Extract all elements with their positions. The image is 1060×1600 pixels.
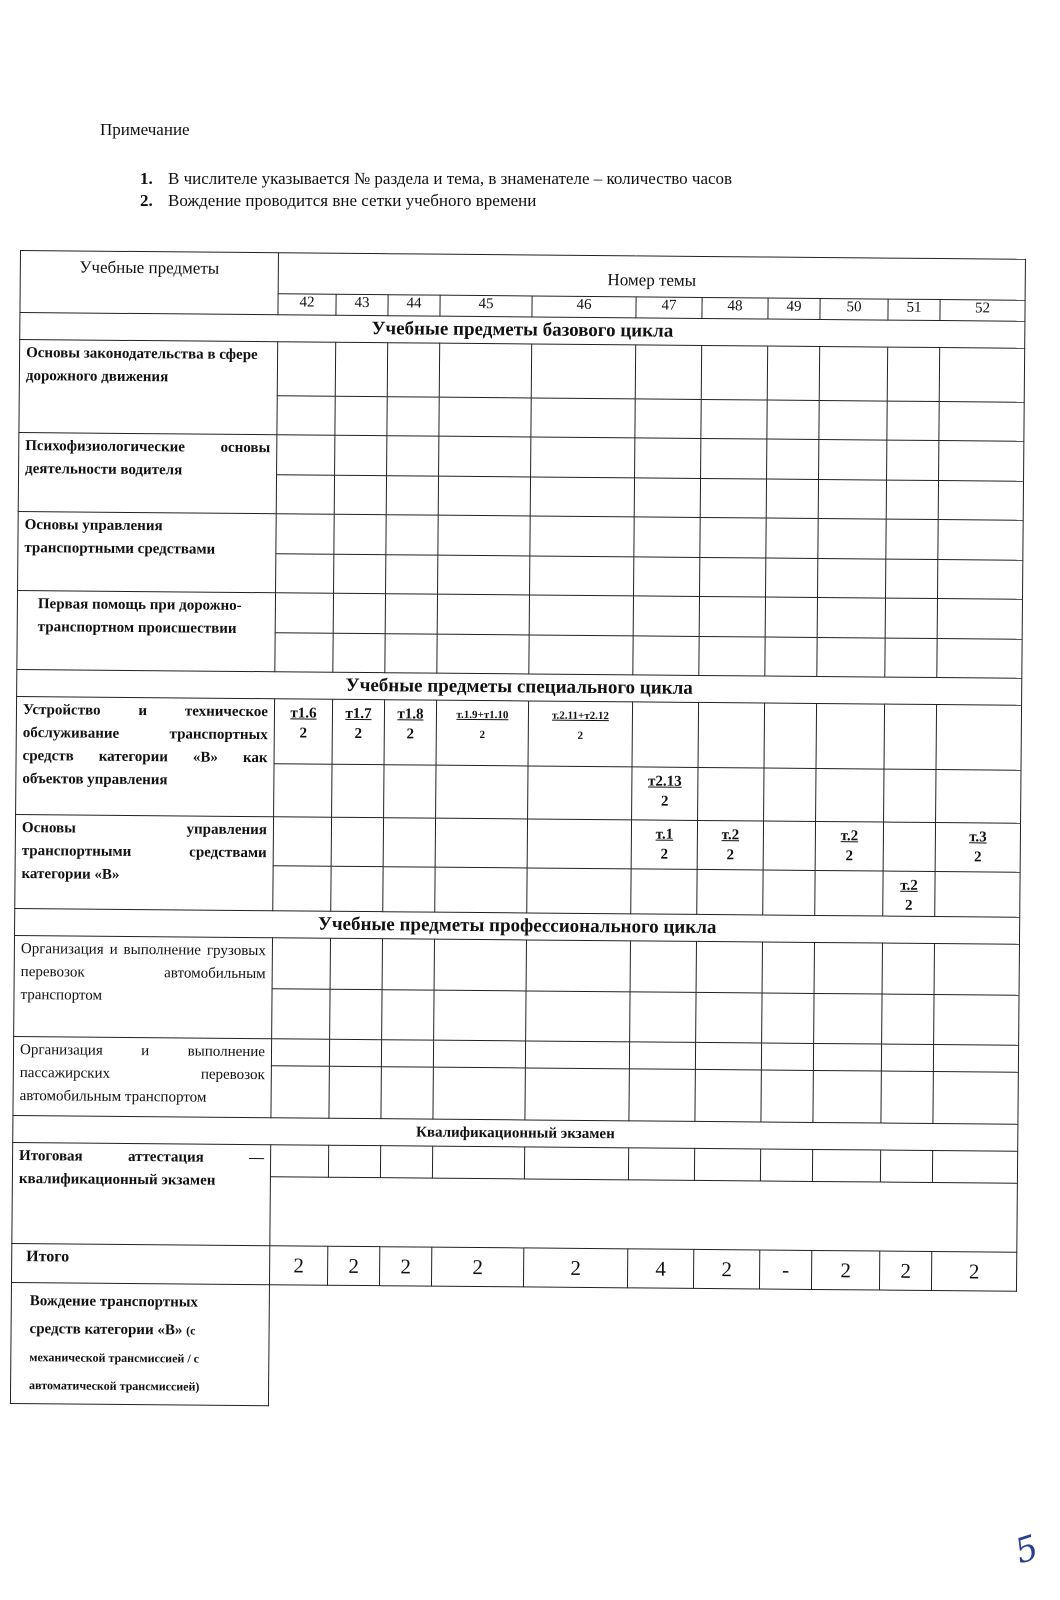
topic-cell: т.2 2 [883, 871, 935, 916]
topic-number: 43 [336, 294, 388, 315]
topic-number: 52 [940, 300, 1025, 322]
total-value: 2 [931, 1251, 1016, 1291]
topic-number: 47 [636, 297, 702, 319]
total-value: 2 [269, 1246, 327, 1286]
note-text: Вождение проводится вне сетки учебного времени [168, 191, 537, 210]
total-value: 2 [693, 1249, 759, 1289]
subject-traffic-law: Основы законодательства в сфере дорожного движения [19, 340, 278, 435]
schedule-sheet [10, 250, 1030, 1413]
total-value: 2 [879, 1251, 931, 1290]
subject-driving [10, 1282, 269, 1405]
section-qualification-exam: Квалификационный экзамен [13, 1115, 1018, 1151]
total-value: 2 [379, 1247, 431, 1286]
subject-vehicle-device: Устройство и техническое обслуживание транспортных средств категории «В» как объектов управления [16, 696, 275, 816]
note-text: В числителе указывается № раздела и тема, в знаменателе – количество часов [168, 169, 733, 188]
driving-label: Вождение транспортных средств категории «В» [29, 1293, 199, 1339]
section-basic-cycle: Учебные предметы базового цикла [20, 313, 1025, 349]
note-number: 1. [140, 169, 153, 188]
total-label: Итого [11, 1243, 269, 1284]
total-value: 2 [431, 1247, 523, 1287]
note-item [140, 168, 732, 190]
page-signature: 5 [1010, 1527, 1044, 1573]
subject-passenger-transport: Организация и выполнение пассажирских перевозок автомобильным транспортом [13, 1036, 272, 1117]
subject-cargo-transport: Организация и выполнение грузовых перевозок автомобильным транспортом [14, 935, 273, 1038]
topic-number: 44 [388, 295, 440, 316]
topic-cell: т1.8 2 [384, 700, 437, 765]
subject-vehicle-control-basics: Основы управления транспортными средствами [18, 511, 277, 592]
total-value: - [759, 1250, 811, 1289]
subject-first-aid: Первая помощь при дорожно-транспортном происшествии [17, 590, 276, 671]
topic-cell: т.1.9+т1.10 2 [436, 700, 529, 766]
subject-psychophysiology: Психофизиологические основы деятельности водителя [18, 432, 277, 513]
topic-number: 48 [702, 297, 768, 319]
topic-cell: т1.6 2 [274, 699, 333, 765]
topic-cell: т.2 2 [815, 821, 883, 871]
topic-cell: т1.7 2 [332, 699, 385, 764]
note-list [140, 168, 732, 212]
topic-number: 49 [768, 298, 820, 319]
subject-final-exam: Итоговая аттестация — квалификационный экзамен [12, 1142, 271, 1245]
section-special-cycle: Учебные предметы специального цикла [17, 669, 1022, 705]
topic-number-header: Номер темы [278, 253, 1025, 301]
topic-cell: т.2 2 [697, 820, 763, 870]
topic-number: 51 [888, 299, 940, 320]
note-item [140, 190, 732, 212]
topic-cell: т.1 2 [631, 820, 697, 870]
schedule-table [10, 250, 1026, 1413]
topic-number: 50 [820, 298, 888, 320]
topic-number: 42 [278, 294, 336, 316]
section-professional-cycle: Учебные предметы профессионального цикла [15, 908, 1020, 944]
topic-number: 46 [532, 296, 636, 318]
topic-cell: т2.13 2 [632, 767, 698, 821]
total-value: 4 [627, 1249, 693, 1289]
driving-transmission-note: (с механической трансмиссией / с автоматической трансмиссией) [29, 1323, 200, 1394]
topic-cell: т.2.11+т2.12 2 [528, 701, 633, 767]
total-value: 2 [523, 1248, 627, 1288]
topic-number: 45 [440, 295, 532, 317]
subject-vehicle-control-b: Основы управления транспортными средствами категории «В» [15, 814, 274, 910]
subjects-header: Учебные предметы [20, 251, 279, 315]
total-value: 2 [811, 1250, 879, 1290]
total-value: 2 [327, 1246, 379, 1285]
topic-cell: т.3 2 [935, 823, 1021, 873]
note-title: Примечание [100, 120, 190, 139]
note-number: 2. [140, 191, 153, 210]
